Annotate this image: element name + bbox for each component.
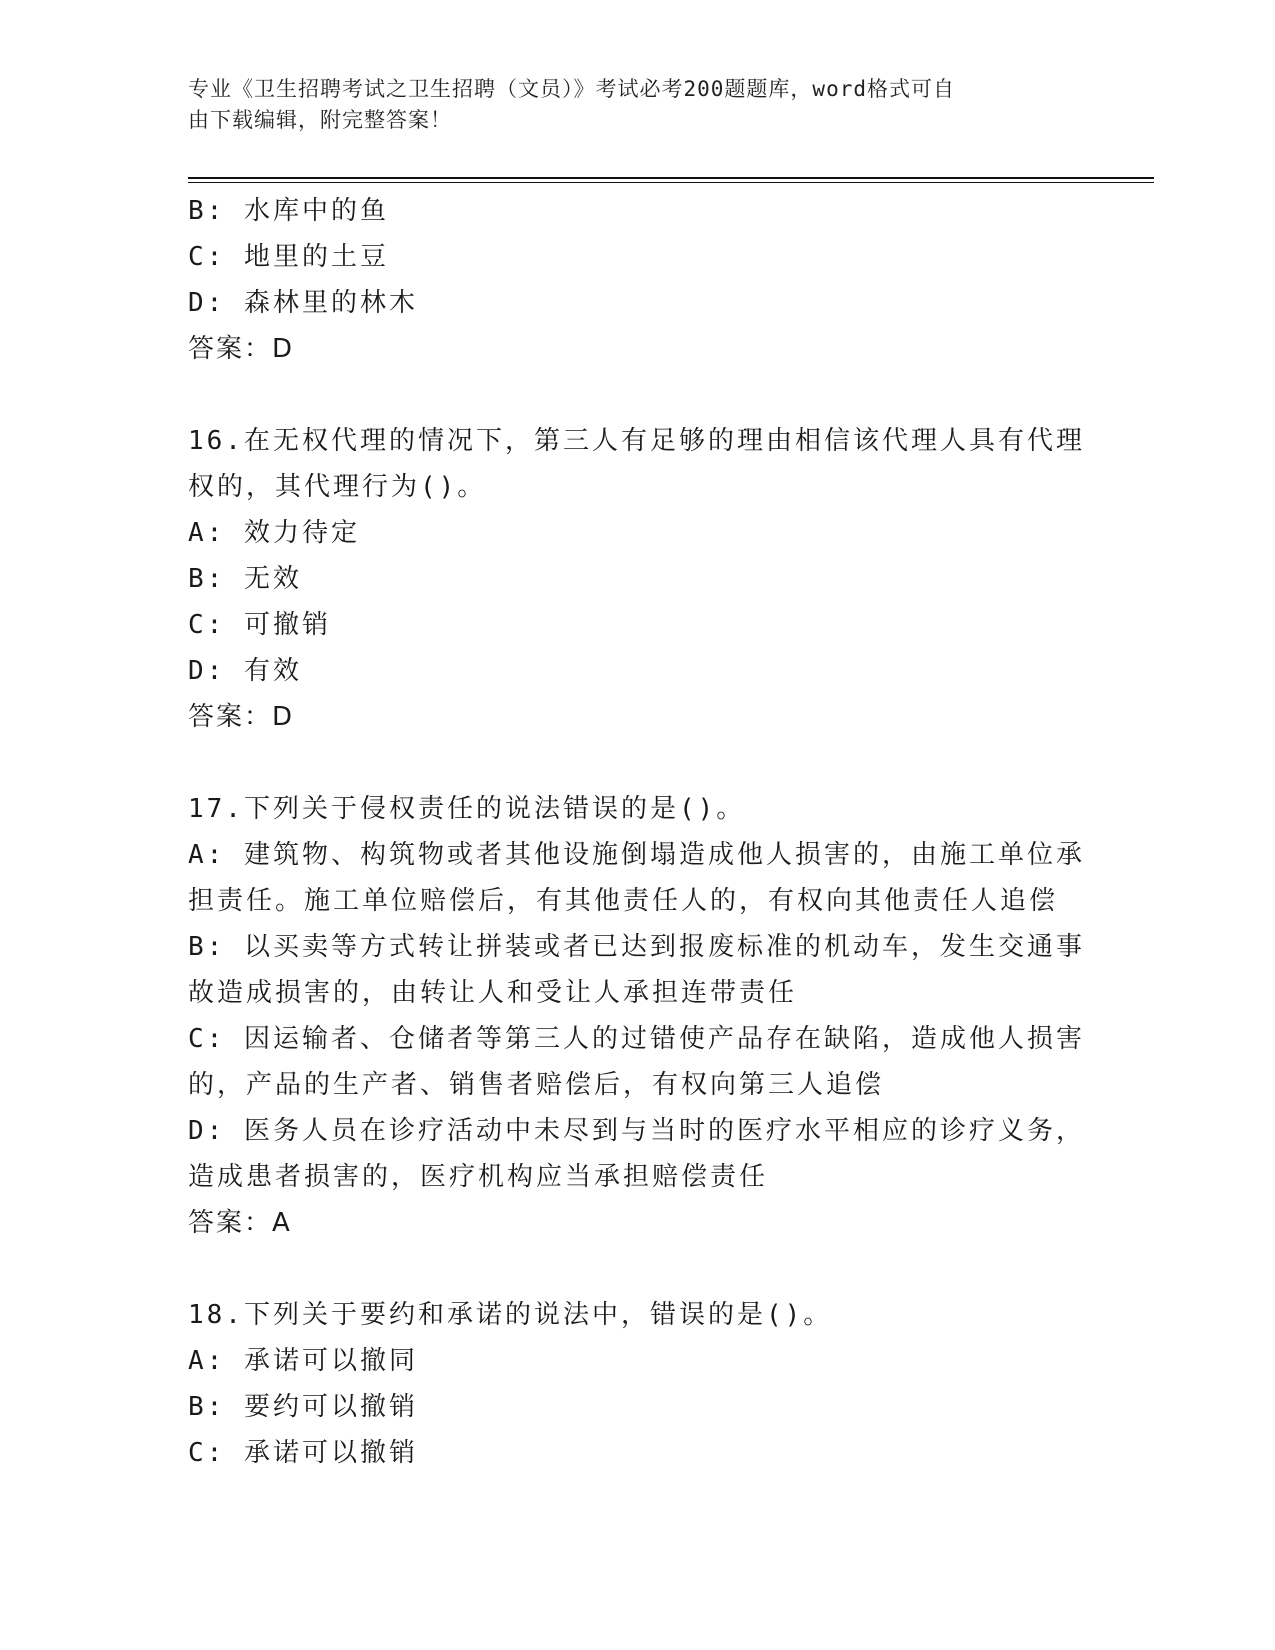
question-stem-continued: 权的，其代理行为()。 xyxy=(188,472,487,502)
option-b: B: 要约可以撤销 xyxy=(188,1392,418,1422)
header-line-2: 由下载编辑，附完整答案！ xyxy=(188,108,452,132)
header-divider-thin xyxy=(188,182,1154,183)
option-d: D: 医务人员在诊疗活动中未尽到与当时的医疗水平相应的诊疗义务， xyxy=(188,1116,1085,1146)
option-b: B: 水库中的鱼 xyxy=(188,196,389,226)
spacer xyxy=(188,372,1088,418)
question-15 xyxy=(188,188,1088,372)
spacer xyxy=(188,740,1088,786)
option-b-continued: 故造成损害的，由转让人和受让人承担连带责任 xyxy=(188,978,798,1008)
document-header xyxy=(188,74,1068,136)
answer: 答案：A xyxy=(188,1208,292,1238)
option-a-continued: 担责任。施工单位赔偿后，有其他责任人的，有权向其他责任人追偿 xyxy=(188,886,1059,916)
question-stem: 18.下列关于要约和承诺的说法中，错误的是()。 xyxy=(188,1300,833,1330)
question-list xyxy=(188,188,1088,1476)
spacer xyxy=(188,1246,1088,1292)
answer: 答案：D xyxy=(188,702,295,732)
option-c-continued: 的，产品的生产者、销售者赔偿后，有权向第三人追偿 xyxy=(188,1070,885,1100)
answer: 答案：D xyxy=(188,334,295,364)
question-stem: 16.在无权代理的情况下，第三人有足够的理由相信该代理人具有代理 xyxy=(188,426,1085,456)
header-divider-thick xyxy=(188,177,1154,179)
option-a: A: 效力待定 xyxy=(188,518,360,548)
option-c: C: 因运输者、仓储者等第三人的过错使产品存在缺陷，造成他人损害 xyxy=(188,1024,1085,1054)
option-b: B: 以买卖等方式转让拼装或者已达到报废标准的机动车，发生交通事 xyxy=(188,932,1085,962)
option-c: C: 地里的土豆 xyxy=(188,242,389,272)
option-d-continued: 造成患者损害的，医疗机构应当承担赔偿责任 xyxy=(188,1162,769,1192)
question-stem: 17.下列关于侵权责任的说法错误的是()。 xyxy=(188,794,746,824)
question-18 xyxy=(188,1292,1088,1476)
option-c: C: 可撤销 xyxy=(188,610,331,640)
option-d: D: 森林里的林木 xyxy=(188,288,418,318)
option-a: A: 建筑物、构筑物或者其他设施倒塌造成他人损害的，由施工单位承 xyxy=(188,840,1085,870)
option-d: D: 有效 xyxy=(188,656,302,686)
option-a: A: 承诺可以撤同 xyxy=(188,1346,418,1376)
option-b: B: 无效 xyxy=(188,564,302,594)
question-17 xyxy=(188,786,1088,1246)
question-16 xyxy=(188,418,1088,740)
header-line-1: 专业《卫生招聘考试之卫生招聘（文员）》考试必考200题题库，word格式可自 xyxy=(188,77,955,101)
option-c: C: 承诺可以撤销 xyxy=(188,1438,418,1468)
